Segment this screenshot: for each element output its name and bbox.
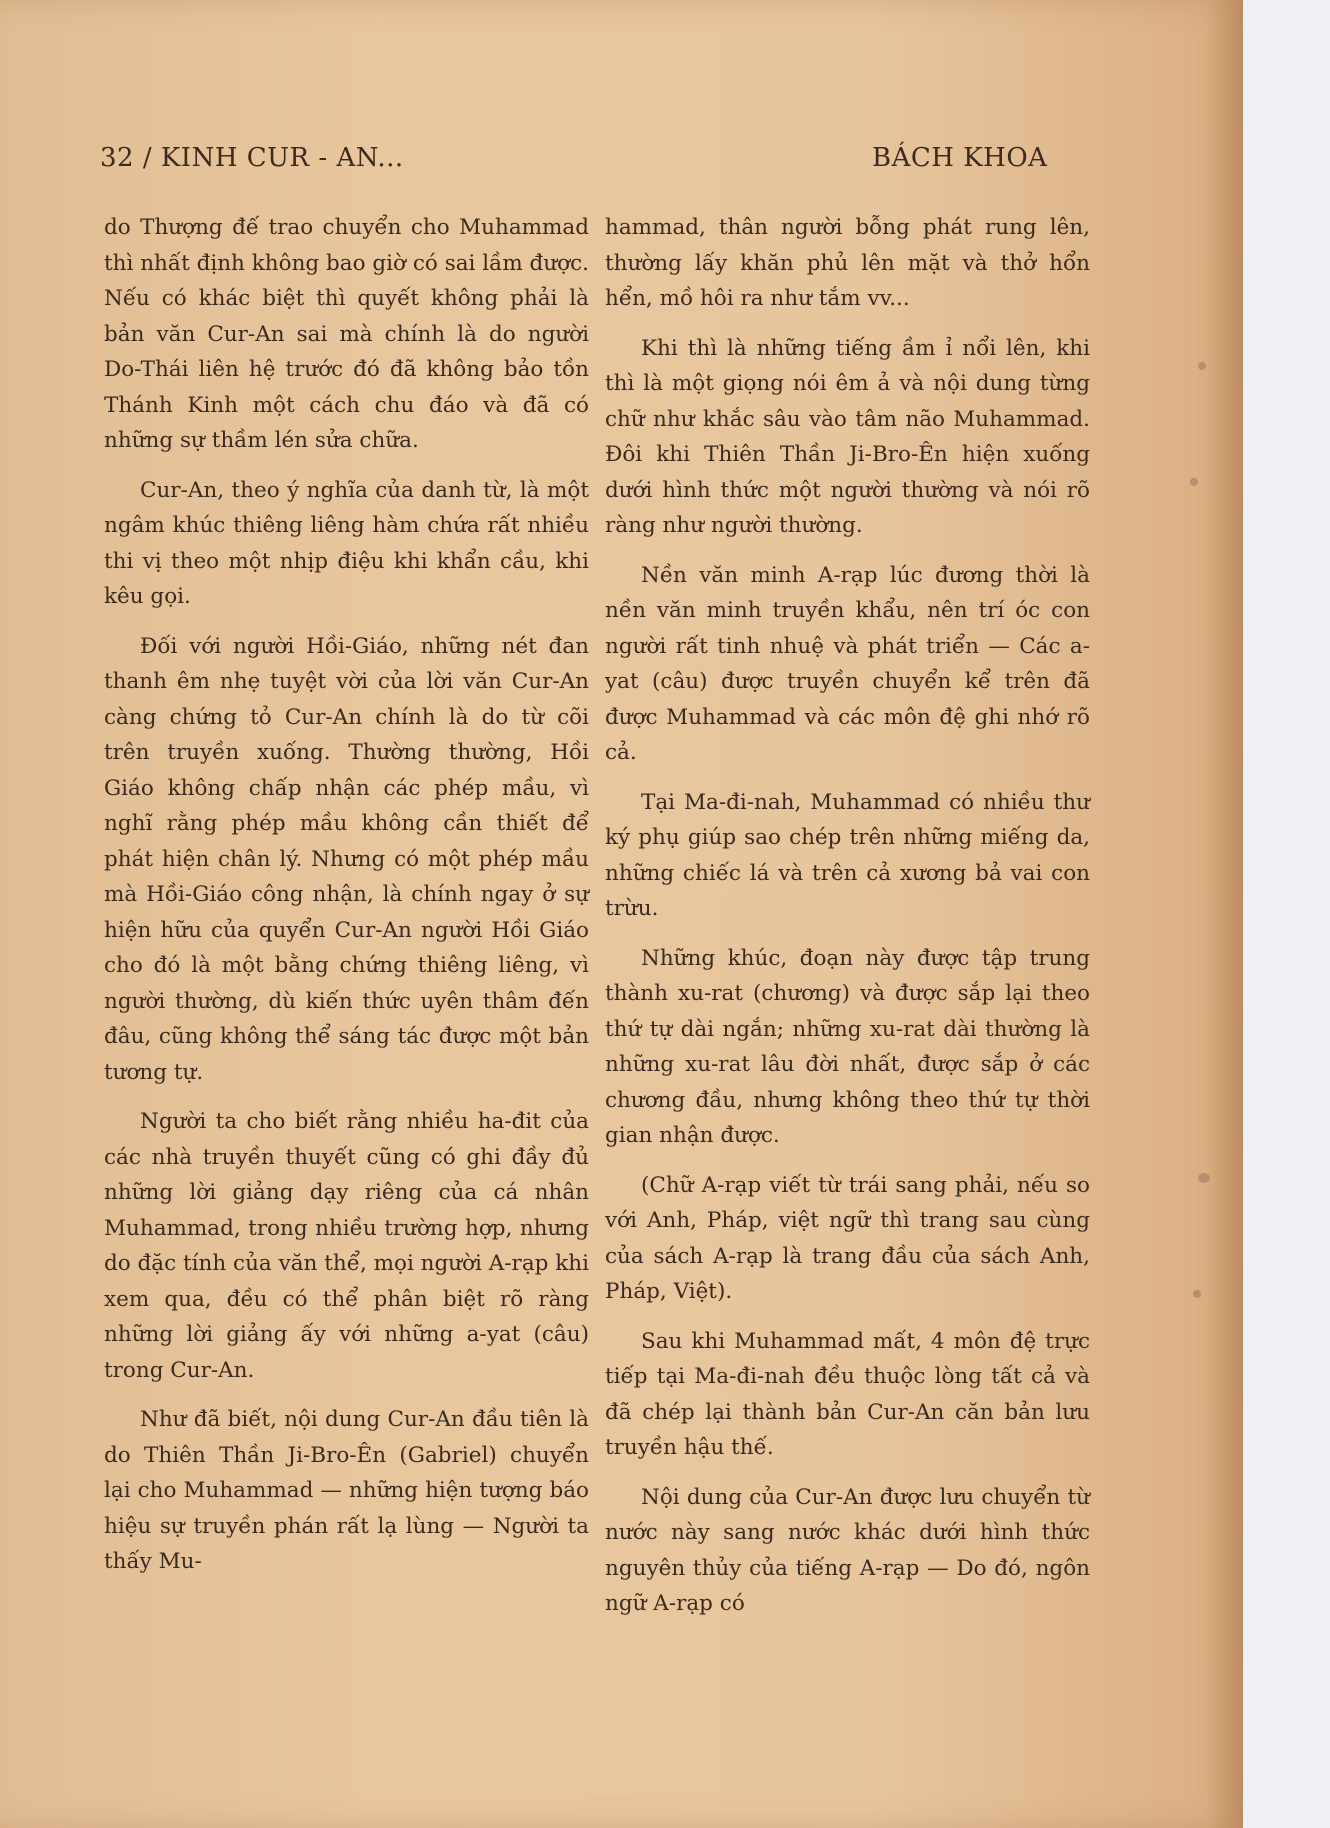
paragraph: Đối với người Hồi-Giáo, những nét đan thanh êm nhẹ tuyệt vời của lời văn Cur-An càng chứng tỏ Cur-An chính là do từ cõi trên truyền xuống. Thường thường, Hồi Giáo không chấp nhận các phép mầu, vì nghĩ rằng phép mầu không cần thiết để phát hiện chân lý. Nhưng có một phép mầu mà Hồi-Giáo công nhận, là chính ngay ở sự hiện hữu của quyển Cur-An người Hồi Giáo cho đó là một bằng chứng thiêng liêng, vì người thường, dù kiến thức uyên thâm đến đâu, cũng không thể sáng tác được một bản tương tự. [104, 633, 589, 1085]
scan-background [1243, 0, 1330, 1828]
paragraph: Nền văn minh A-rạp lúc đương thời là nền văn minh truyền khẩu, nên trí óc con người rất tinh nhuệ và phát triển — Các a-yat (câu) được truyền chuyển kể trên đã được Muhammad và các môn đệ ghi nhớ rõ cả. [605, 562, 1090, 765]
paper-spot [1190, 478, 1198, 486]
paragraph: Tại Ma-đi-nah, Muhammad có nhiều thư ký phụ giúp sao chép trên những miếng da, những chiếc lá và trên cả xương bả vai con trừu. [605, 789, 1090, 921]
paragraph: Những khúc, đoạn này được tập trung thành xu-rat (chương) và được sắp lại theo thứ tự dài ngắn; những xu-rat dài thường là những xu-rat lâu đời nhất, được sắp ở các chương đầu, nhưng không theo thứ tự thời gian nhận được. [605, 945, 1090, 1148]
paragraph: Người ta cho biết rằng nhiều ha-đit của các nhà truyền thuyết cũng có ghi đầy đủ những lời giảng dạy riêng của cá nhân Muhammad, trong nhiều trường hợp, nhưng do đặc tính của văn thể, mọi người A-rạp khi xem qua, đều có thể phân biệt rõ ràng những lời giảng ấy với những a-yat (câu) trong Cur-An. [104, 1109, 589, 1383]
left-text-column [104, 210, 589, 1594]
paper-spot [1193, 1290, 1201, 1298]
paragraph: Như đã biết, nội dung Cur-An đầu tiên là do Thiên Thần Ji-Bro-Ên (Gabriel) chuyển lại cho Muhammad — những hiện tượng báo hiệu sự truyền phán rất lạ lùng — Người ta thấy Mu- [104, 1407, 589, 1574]
paragraph: Cur-An, theo ý nghĩa của danh từ, là một ngâm khúc thiêng liêng hàm chứa rất nhiều thi vị theo một nhịp điệu khi khẩn cầu, khi kêu gọi. [104, 477, 589, 609]
paper-spot [1198, 1173, 1210, 1183]
running-header-magazine-name: BÁCH KHOA [872, 143, 1048, 173]
paragraph: Sau khi Muhammad mất, 4 môn đệ trực tiếp tại Ma-đi-nah đều thuộc lòng tất cả và đã chép lại thành bản Cur-An căn bản lưu truyền hậu thế. [605, 1328, 1090, 1460]
running-header-page-title: 32 / KINH CUR - AN... [100, 143, 404, 173]
right-text-column [605, 210, 1090, 1636]
paragraph: (Chữ A-rạp viết từ trái sang phải, nếu so với Anh, Pháp, việt ngữ thì trang sau cùng của sách A-rạp là trang đầu của sách Anh, Pháp, Việt). [605, 1172, 1090, 1304]
paper-spot [1198, 362, 1206, 370]
paragraph: hammad, thân người bỗng phát rung lên, thường lấy khăn phủ lên mặt và thở hổn hển, mồ hôi ra như tắm vv... [605, 215, 1090, 311]
paragraph: do Thượng đế trao chuyển cho Muhammad thì nhất định không bao giờ có sai lầm được. Nếu có khác biệt thì quyết không phải là bản văn Cur-An sai mà chính là do người Do-Thái liên hệ trước đó đã không bảo tồn Thánh Kinh một cách chu đáo và đã có những sự thầm lén sửa chữa. [104, 215, 589, 453]
paragraph: Nội dung của Cur-An được lưu chuyển từ nước này sang nước khác dưới hình thức nguyên thủy của tiếng A-rạp — Do đó, ngôn ngữ A-rạp có [605, 1484, 1090, 1616]
paragraph: Khi thì là những tiếng ầm ỉ nổi lên, khi thì là một giọng nói êm ả và nội dung từng chữ như khắc sâu vào tâm não Muhammad. Đôi khi Thiên Thần Ji-Bro-Ên hiện xuống dưới hình thức một người thường và nói rõ ràng như người thường. [605, 335, 1090, 538]
